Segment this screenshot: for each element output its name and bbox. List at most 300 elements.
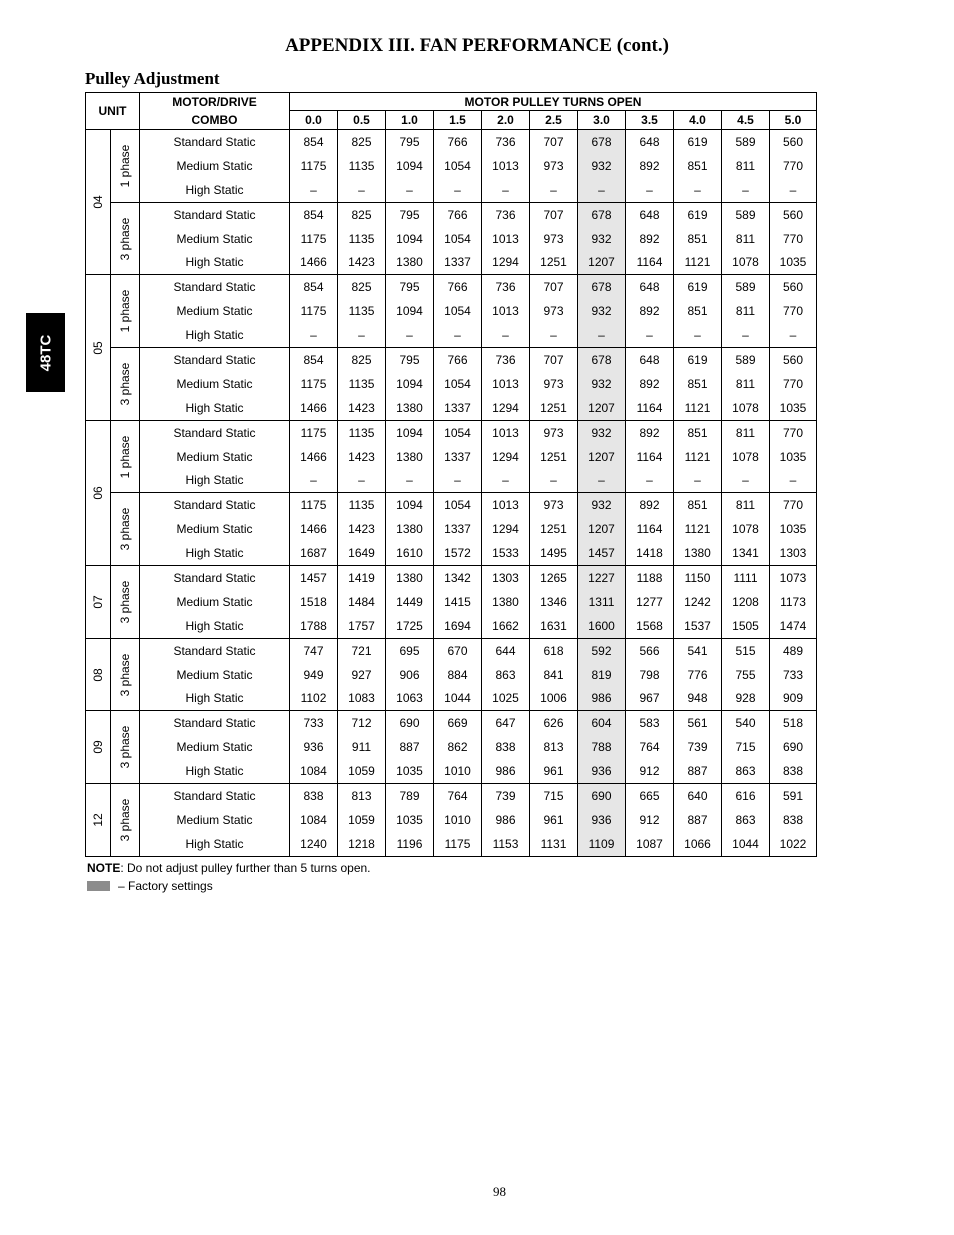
value-cell: 1196 bbox=[386, 832, 434, 856]
value-cell: 1495 bbox=[530, 541, 578, 565]
value-cell: 1188 bbox=[626, 566, 674, 590]
value-cell: 811 bbox=[722, 299, 770, 323]
value-cell: 1631 bbox=[530, 614, 578, 638]
value-cell: 1121 bbox=[674, 396, 722, 420]
value-cell: 1078 bbox=[722, 517, 770, 541]
value-cell: 640 bbox=[674, 784, 722, 808]
value-cell: 1466 bbox=[290, 445, 338, 469]
combo-cell: Medium Static bbox=[140, 590, 290, 614]
value-cell: 1449 bbox=[386, 590, 434, 614]
value-cell: 1380 bbox=[386, 250, 434, 274]
value-cell: 592 bbox=[578, 638, 626, 662]
value-cell: 1109 bbox=[578, 832, 626, 856]
value-cell: 1175 bbox=[290, 227, 338, 251]
value-cell: 1457 bbox=[578, 541, 626, 565]
value-cell: 1423 bbox=[338, 517, 386, 541]
value-cell: 1457 bbox=[290, 566, 338, 590]
table-row bbox=[86, 686, 817, 710]
value-cell: – bbox=[722, 323, 770, 347]
value-cell: 770 bbox=[770, 227, 817, 251]
value-cell: 690 bbox=[770, 735, 817, 759]
value-cell: – bbox=[626, 178, 674, 202]
value-cell: – bbox=[386, 323, 434, 347]
value-cell: 616 bbox=[722, 784, 770, 808]
table-row bbox=[86, 420, 817, 444]
value-cell: 928 bbox=[722, 686, 770, 710]
table-row bbox=[86, 590, 817, 614]
value-cell: 1078 bbox=[722, 396, 770, 420]
value-cell: 589 bbox=[722, 130, 770, 154]
value-cell: 909 bbox=[770, 686, 817, 710]
table-row bbox=[86, 445, 817, 469]
value-cell: 1380 bbox=[386, 445, 434, 469]
value-cell: 825 bbox=[338, 202, 386, 226]
combo-cell: High Static bbox=[140, 250, 290, 274]
value-cell: 1380 bbox=[386, 566, 434, 590]
table-row bbox=[86, 154, 817, 178]
value-cell: 813 bbox=[530, 735, 578, 759]
value-cell: 1303 bbox=[482, 566, 530, 590]
value-cell: 1010 bbox=[434, 759, 482, 783]
combo-cell: Medium Static bbox=[140, 372, 290, 396]
phase-label: 3 phase bbox=[118, 217, 132, 260]
value-cell: 1207 bbox=[578, 250, 626, 274]
value-cell: 736 bbox=[482, 348, 530, 372]
value-cell: 1568 bbox=[626, 614, 674, 638]
value-cell: 961 bbox=[530, 808, 578, 832]
table-row bbox=[86, 227, 817, 251]
value-cell: 912 bbox=[626, 808, 674, 832]
value-cell: 973 bbox=[530, 420, 578, 444]
value-cell: 1380 bbox=[482, 590, 530, 614]
unit-cell bbox=[86, 566, 111, 639]
value-cell: 1337 bbox=[434, 396, 482, 420]
value-cell: 811 bbox=[722, 372, 770, 396]
value-cell: 1251 bbox=[530, 250, 578, 274]
table-row bbox=[86, 372, 817, 396]
value-cell: 1054 bbox=[434, 493, 482, 517]
value-cell: 736 bbox=[482, 202, 530, 226]
value-cell: 838 bbox=[482, 735, 530, 759]
table-row bbox=[86, 178, 817, 202]
value-cell: 1035 bbox=[386, 808, 434, 832]
combo-cell: Medium Static bbox=[140, 735, 290, 759]
value-cell: 1121 bbox=[674, 250, 722, 274]
value-cell: 892 bbox=[626, 227, 674, 251]
value-cell: 1294 bbox=[482, 396, 530, 420]
value-cell: 1121 bbox=[674, 517, 722, 541]
value-cell: 560 bbox=[770, 348, 817, 372]
value-cell: 721 bbox=[338, 638, 386, 662]
value-cell: 540 bbox=[722, 711, 770, 735]
phase-label: 3 phase bbox=[118, 362, 132, 406]
header-combo: COMBO bbox=[140, 111, 290, 130]
value-cell: 1164 bbox=[626, 517, 674, 541]
value-cell: 1059 bbox=[338, 759, 386, 783]
value-cell: 1135 bbox=[338, 420, 386, 444]
value-cell: 690 bbox=[578, 784, 626, 808]
value-cell: 770 bbox=[770, 420, 817, 444]
phase-cell bbox=[111, 348, 140, 421]
value-cell: 669 bbox=[434, 711, 482, 735]
value-cell: 755 bbox=[722, 663, 770, 687]
header-turn: 0.5 bbox=[338, 111, 386, 130]
value-cell: – bbox=[290, 468, 338, 492]
value-cell: 1518 bbox=[290, 590, 338, 614]
value-cell: 798 bbox=[626, 663, 674, 687]
value-cell: 678 bbox=[578, 348, 626, 372]
combo-cell: Standard Static bbox=[140, 711, 290, 735]
value-cell: 1694 bbox=[434, 614, 482, 638]
value-cell: 906 bbox=[386, 663, 434, 687]
value-cell: 986 bbox=[578, 686, 626, 710]
value-cell: 1342 bbox=[434, 566, 482, 590]
value-cell: 1788 bbox=[290, 614, 338, 638]
value-cell: 1006 bbox=[530, 686, 578, 710]
unit-label: 07 bbox=[91, 595, 105, 609]
value-cell: 618 bbox=[530, 638, 578, 662]
phase-label: 3 phase bbox=[118, 798, 132, 842]
value-cell: 851 bbox=[674, 227, 722, 251]
value-cell: 678 bbox=[578, 275, 626, 299]
value-cell: 813 bbox=[338, 784, 386, 808]
value-cell: 766 bbox=[434, 130, 482, 154]
value-cell: 619 bbox=[674, 348, 722, 372]
value-cell: – bbox=[434, 323, 482, 347]
unit-cell bbox=[86, 275, 111, 420]
value-cell: 887 bbox=[386, 735, 434, 759]
value-cell: 936 bbox=[578, 759, 626, 783]
value-cell: 1227 bbox=[578, 566, 626, 590]
value-cell: 736 bbox=[482, 130, 530, 154]
combo-cell: Medium Static bbox=[140, 154, 290, 178]
value-cell: 986 bbox=[482, 808, 530, 832]
value-cell: 648 bbox=[626, 348, 674, 372]
value-cell: 648 bbox=[626, 130, 674, 154]
combo-cell: High Static bbox=[140, 323, 290, 347]
phase-cell bbox=[111, 202, 140, 275]
value-cell: 591 bbox=[770, 784, 817, 808]
value-cell: 560 bbox=[770, 130, 817, 154]
value-cell: 707 bbox=[530, 275, 578, 299]
unit-label: 09 bbox=[91, 740, 105, 754]
value-cell: 489 bbox=[770, 638, 817, 662]
value-cell: – bbox=[578, 323, 626, 347]
value-cell: 1337 bbox=[434, 517, 482, 541]
value-cell: – bbox=[674, 178, 722, 202]
unit-label: 08 bbox=[91, 667, 105, 682]
value-cell: 1303 bbox=[770, 541, 817, 565]
value-cell: 811 bbox=[722, 227, 770, 251]
value-cell: – bbox=[338, 323, 386, 347]
value-cell: 1207 bbox=[578, 445, 626, 469]
table-row bbox=[86, 130, 817, 154]
value-cell: 1725 bbox=[386, 614, 434, 638]
phase-label: 3 phase bbox=[118, 725, 132, 769]
value-cell: – bbox=[770, 178, 817, 202]
value-cell: 973 bbox=[530, 154, 578, 178]
value-cell: 776 bbox=[674, 663, 722, 687]
side-tab bbox=[26, 313, 65, 392]
value-cell: 1078 bbox=[722, 445, 770, 469]
value-cell: 1207 bbox=[578, 517, 626, 541]
combo-cell: Standard Static bbox=[140, 638, 290, 662]
header-turn: 2.0 bbox=[482, 111, 530, 130]
unit-label: 05 bbox=[91, 340, 105, 355]
value-cell: – bbox=[674, 468, 722, 492]
value-cell: 1094 bbox=[386, 299, 434, 323]
value-cell: – bbox=[386, 468, 434, 492]
value-cell: 707 bbox=[530, 348, 578, 372]
value-cell: 678 bbox=[578, 130, 626, 154]
value-cell: 1135 bbox=[338, 227, 386, 251]
phase-label: 3 phase bbox=[118, 507, 132, 551]
table-row bbox=[86, 832, 817, 856]
value-cell: 1175 bbox=[434, 832, 482, 856]
phase-label: 1 phase bbox=[118, 435, 132, 478]
value-cell: 541 bbox=[674, 638, 722, 662]
value-cell: 1600 bbox=[578, 614, 626, 638]
value-cell: 1035 bbox=[770, 396, 817, 420]
value-cell: 1341 bbox=[722, 541, 770, 565]
combo-cell: Medium Static bbox=[140, 299, 290, 323]
value-cell: 854 bbox=[290, 348, 338, 372]
value-cell: 973 bbox=[530, 372, 578, 396]
value-cell: 712 bbox=[338, 711, 386, 735]
value-cell: 1572 bbox=[434, 541, 482, 565]
combo-cell: Medium Static bbox=[140, 517, 290, 541]
value-cell: 1251 bbox=[530, 445, 578, 469]
value-cell: 887 bbox=[674, 808, 722, 832]
table-row bbox=[86, 711, 817, 735]
unit-label: 04 bbox=[91, 195, 105, 209]
value-cell: 863 bbox=[482, 663, 530, 687]
value-cell: 851 bbox=[674, 154, 722, 178]
value-cell: 841 bbox=[530, 663, 578, 687]
header-turn: 2.5 bbox=[530, 111, 578, 130]
value-cell: 1013 bbox=[482, 227, 530, 251]
value-cell: 851 bbox=[674, 372, 722, 396]
value-cell: 1218 bbox=[338, 832, 386, 856]
value-cell: 795 bbox=[386, 202, 434, 226]
value-cell: 1415 bbox=[434, 590, 482, 614]
value-cell: 707 bbox=[530, 202, 578, 226]
value-cell: 1294 bbox=[482, 445, 530, 469]
combo-cell: Standard Static bbox=[140, 420, 290, 444]
value-cell: 1346 bbox=[530, 590, 578, 614]
table-row bbox=[86, 638, 817, 662]
combo-cell: Medium Static bbox=[140, 663, 290, 687]
value-cell: 1537 bbox=[674, 614, 722, 638]
value-cell: 1087 bbox=[626, 832, 674, 856]
value-cell: 892 bbox=[626, 372, 674, 396]
table-row bbox=[86, 468, 817, 492]
value-cell: 892 bbox=[626, 299, 674, 323]
value-cell: 1121 bbox=[674, 445, 722, 469]
page-title: APPENDIX III. FAN PERFORMANCE (cont.) bbox=[285, 35, 669, 56]
value-cell: 892 bbox=[626, 493, 674, 517]
value-cell: 1423 bbox=[338, 250, 386, 274]
value-cell: 1175 bbox=[290, 493, 338, 517]
value-cell: 1662 bbox=[482, 614, 530, 638]
value-cell: 1054 bbox=[434, 372, 482, 396]
value-cell: 936 bbox=[578, 808, 626, 832]
value-cell: 825 bbox=[338, 275, 386, 299]
value-cell: 1084 bbox=[290, 759, 338, 783]
header-turn: 3.5 bbox=[626, 111, 674, 130]
unit-cell bbox=[86, 638, 111, 711]
value-cell: 949 bbox=[290, 663, 338, 687]
phase-cell bbox=[111, 420, 140, 493]
value-cell: – bbox=[482, 323, 530, 347]
table-row bbox=[86, 396, 817, 420]
fan-performance-table bbox=[85, 92, 817, 857]
header-turn: 4.5 bbox=[722, 111, 770, 130]
value-cell: 1173 bbox=[770, 590, 817, 614]
legend-text: – Factory settings bbox=[118, 879, 213, 893]
table-row bbox=[86, 735, 817, 759]
value-cell: – bbox=[578, 468, 626, 492]
value-cell: 1474 bbox=[770, 614, 817, 638]
value-cell: 1423 bbox=[338, 396, 386, 420]
value-cell: 932 bbox=[578, 154, 626, 178]
value-cell: 884 bbox=[434, 663, 482, 687]
value-cell: 1035 bbox=[770, 445, 817, 469]
value-cell: – bbox=[674, 323, 722, 347]
header-turn: 1.0 bbox=[386, 111, 434, 130]
table-row bbox=[86, 759, 817, 783]
value-cell: 1025 bbox=[482, 686, 530, 710]
value-cell: 764 bbox=[626, 735, 674, 759]
header-turn: 1.5 bbox=[434, 111, 482, 130]
value-cell: 795 bbox=[386, 275, 434, 299]
phase-label: 1 phase bbox=[118, 144, 132, 188]
value-cell: 1311 bbox=[578, 590, 626, 614]
value-cell: 854 bbox=[290, 275, 338, 299]
combo-cell: Standard Static bbox=[140, 566, 290, 590]
combo-cell: High Static bbox=[140, 686, 290, 710]
table-row bbox=[86, 250, 817, 274]
value-cell: – bbox=[770, 323, 817, 347]
unit-cell bbox=[86, 784, 111, 857]
value-cell: 619 bbox=[674, 202, 722, 226]
value-cell: 1066 bbox=[674, 832, 722, 856]
value-cell: 1044 bbox=[722, 832, 770, 856]
footnote bbox=[87, 861, 371, 875]
value-cell: 1240 bbox=[290, 832, 338, 856]
value-cell: 1466 bbox=[290, 396, 338, 420]
value-cell: 1035 bbox=[386, 759, 434, 783]
value-cell: 1649 bbox=[338, 541, 386, 565]
value-cell: 747 bbox=[290, 638, 338, 662]
value-cell: 811 bbox=[722, 420, 770, 444]
value-cell: 1207 bbox=[578, 396, 626, 420]
value-cell: 973 bbox=[530, 227, 578, 251]
value-cell: 1078 bbox=[722, 250, 770, 274]
value-cell: 1094 bbox=[386, 420, 434, 444]
table-row bbox=[86, 275, 817, 299]
value-cell: 739 bbox=[482, 784, 530, 808]
value-cell: 715 bbox=[530, 784, 578, 808]
value-cell: 589 bbox=[722, 348, 770, 372]
value-cell: 647 bbox=[482, 711, 530, 735]
value-cell: 825 bbox=[338, 130, 386, 154]
value-cell: 560 bbox=[770, 275, 817, 299]
value-cell: 838 bbox=[770, 759, 817, 783]
value-cell: 766 bbox=[434, 348, 482, 372]
value-cell: 1094 bbox=[386, 227, 434, 251]
value-cell: 1423 bbox=[338, 445, 386, 469]
value-cell: – bbox=[530, 468, 578, 492]
table-row bbox=[86, 517, 817, 541]
value-cell: 892 bbox=[626, 154, 674, 178]
value-cell: 626 bbox=[530, 711, 578, 735]
value-cell: 892 bbox=[626, 420, 674, 444]
value-cell: 887 bbox=[674, 759, 722, 783]
value-cell: 825 bbox=[338, 348, 386, 372]
value-cell: 851 bbox=[674, 299, 722, 323]
value-cell: 795 bbox=[386, 348, 434, 372]
combo-cell: Standard Static bbox=[140, 348, 290, 372]
note-text: : Do not adjust pulley further than 5 turns open. bbox=[120, 861, 371, 875]
phase-label: 3 phase bbox=[118, 653, 132, 696]
value-cell: 1380 bbox=[386, 517, 434, 541]
phase-cell bbox=[111, 493, 140, 566]
value-cell: 1102 bbox=[290, 686, 338, 710]
value-cell: 932 bbox=[578, 493, 626, 517]
value-cell: 1164 bbox=[626, 250, 674, 274]
value-cell: 1610 bbox=[386, 541, 434, 565]
value-cell: 770 bbox=[770, 372, 817, 396]
value-cell: 1013 bbox=[482, 493, 530, 517]
value-cell: 932 bbox=[578, 227, 626, 251]
value-cell: 1687 bbox=[290, 541, 338, 565]
table-row bbox=[86, 784, 817, 808]
value-cell: 788 bbox=[578, 735, 626, 759]
value-cell: 838 bbox=[290, 784, 338, 808]
value-cell: – bbox=[722, 468, 770, 492]
value-cell: 515 bbox=[722, 638, 770, 662]
value-cell: – bbox=[578, 178, 626, 202]
value-cell: 695 bbox=[386, 638, 434, 662]
value-cell: 707 bbox=[530, 130, 578, 154]
value-cell: 1094 bbox=[386, 493, 434, 517]
value-cell: 1084 bbox=[290, 808, 338, 832]
combo-cell: Standard Static bbox=[140, 275, 290, 299]
value-cell: 967 bbox=[626, 686, 674, 710]
value-cell: 1111 bbox=[722, 566, 770, 590]
value-cell: 1135 bbox=[338, 154, 386, 178]
header-turn: 5.0 bbox=[770, 111, 817, 130]
value-cell: 1265 bbox=[530, 566, 578, 590]
value-cell: 560 bbox=[770, 202, 817, 226]
value-cell: 764 bbox=[434, 784, 482, 808]
value-cell: 1054 bbox=[434, 154, 482, 178]
phase-cell bbox=[111, 566, 140, 639]
value-cell: 1022 bbox=[770, 832, 817, 856]
value-cell: – bbox=[434, 468, 482, 492]
value-cell: 770 bbox=[770, 154, 817, 178]
value-cell: 1251 bbox=[530, 396, 578, 420]
value-cell: 1484 bbox=[338, 590, 386, 614]
value-cell: – bbox=[338, 468, 386, 492]
value-cell: – bbox=[290, 178, 338, 202]
value-cell: 1010 bbox=[434, 808, 482, 832]
value-cell: 733 bbox=[290, 711, 338, 735]
value-cell: 819 bbox=[578, 663, 626, 687]
value-cell: 1094 bbox=[386, 372, 434, 396]
value-cell: 1175 bbox=[290, 154, 338, 178]
